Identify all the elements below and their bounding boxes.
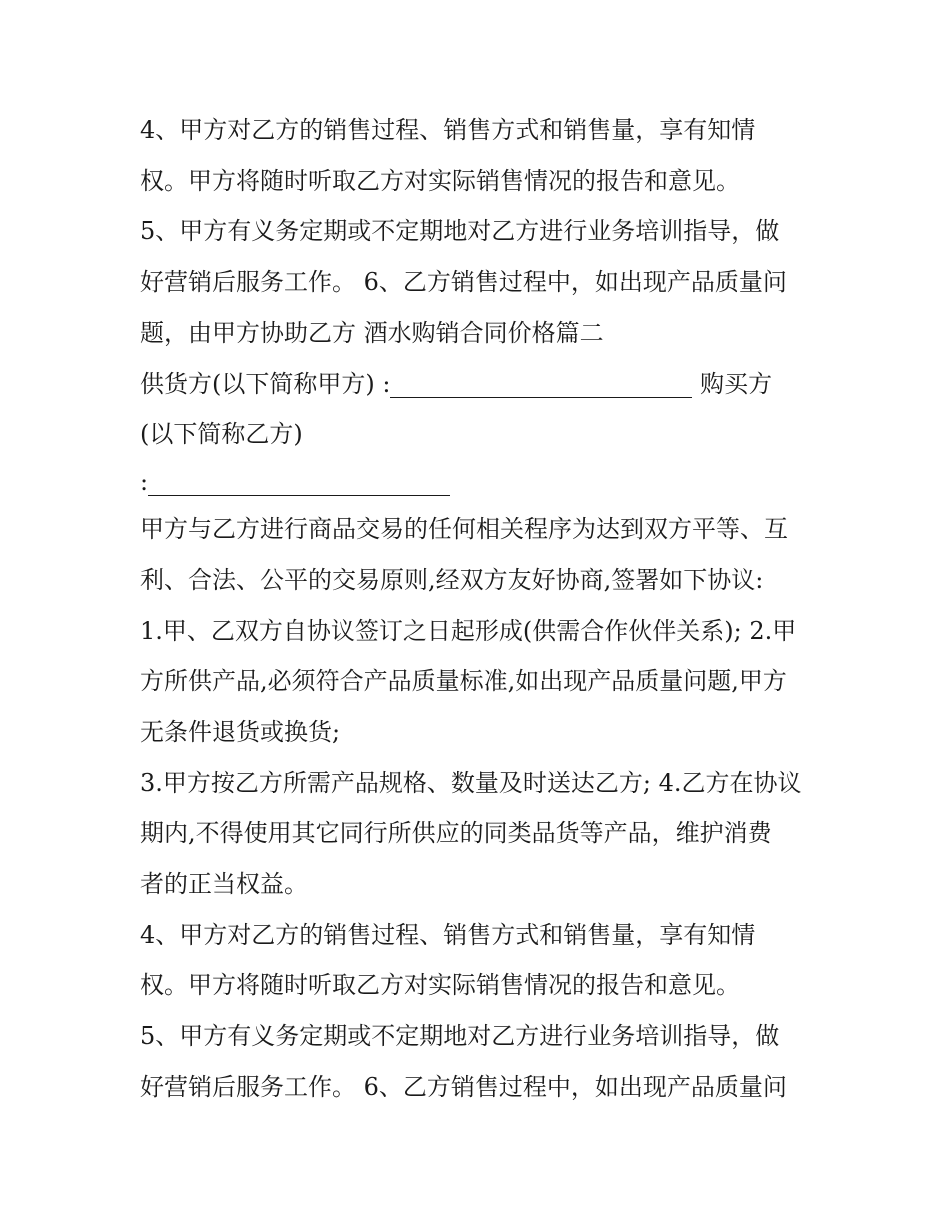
text-line: 1.甲、乙双方自协议签订之日起形成(供需合作伙伴关系); 2.甲 <box>140 617 797 645</box>
text-line: 权。甲方将随时听取乙方对实际销售情况的报告和意见。 <box>140 167 740 195</box>
text-line: 3.甲方按乙方所需产品规格、数量及时送达乙方; 4.乙方在协议 <box>140 769 802 797</box>
text-line: 4、甲方对乙方的销售过程、销售方式和销售量，享有知情 <box>140 921 756 949</box>
supplier-line <box>140 364 820 404</box>
text-line: 无条件退货或换货; <box>140 718 341 746</box>
text-line: 5、甲方有义务定期或不定期地对乙方进行业务培训指导，做 <box>140 217 780 245</box>
text-line: 题，由甲方协助乙方 酒水购销合同价格篇二 <box>140 319 604 347</box>
text-line: 好营销后服务工作。 6、乙方销售过程中，如出现产品质量问 <box>140 1073 787 1101</box>
colon-label: : <box>140 468 149 496</box>
supplier-blank <box>390 373 692 398</box>
text-line: 好营销后服务工作。 6、乙方销售过程中，如出现产品质量问 <box>140 268 787 296</box>
buyer-label: 购买方 <box>700 370 773 398</box>
buyer-blank <box>148 471 450 496</box>
text-line: 期内,不得使用其它同行所供应的同类品货等产品，维护消费 <box>140 819 772 847</box>
text-line: 4、甲方对乙方的销售过程、销售方式和销售量，享有知情 <box>140 116 756 144</box>
text-line: 权。甲方将随时听取乙方对实际销售情况的报告和意见。 <box>140 971 740 999</box>
text-line: (以下简称乙方) <box>140 420 303 448</box>
buyer-colon-line <box>140 462 820 502</box>
text-line: 利、合法、公平的交易原则,经双方友好协商,签署如下协议: <box>140 566 764 594</box>
text-line: 者的正当权益。 <box>140 870 308 898</box>
supplier-label: 供货方(以下简称甲方) : <box>140 370 391 398</box>
text-line: 5、甲方有义务定期或不定期地对乙方进行业务培训指导，做 <box>140 1022 780 1050</box>
text-line: 甲方与乙方进行商品交易的任何相关程序为达到双方平等、互 <box>140 515 788 543</box>
text-line: 方所供产品,必须符合产品质量标准,如出现产品质量问题,甲方 <box>140 667 787 695</box>
